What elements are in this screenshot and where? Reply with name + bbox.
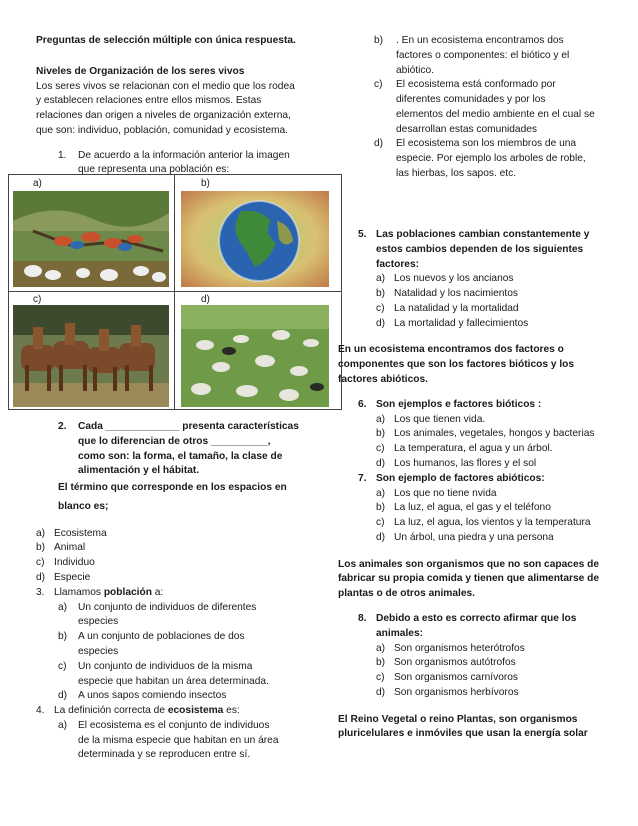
question-text: a: — [151, 586, 164, 598]
option-item[interactable] — [376, 287, 628, 302]
paragraph-line: componentes que son los factores bióticos y los — [338, 359, 575, 371]
question-text: Las poblaciones cambian constantemente y — [376, 229, 590, 240]
birds-illustration — [13, 191, 169, 287]
option-text: Natalidad y los nacimientos — [394, 288, 519, 300]
option-marker: d) — [376, 686, 386, 698]
question-2-options — [36, 527, 336, 586]
option-item[interactable] — [36, 571, 336, 586]
question-number: 1. — [58, 149, 67, 161]
question-number: 7. — [358, 472, 367, 484]
horses-photo[interactable] — [13, 305, 169, 407]
option-text: las hierbas, los sapos. etc. — [396, 168, 517, 180]
option-marker: a) — [376, 642, 386, 654]
option-text: Son organismos carnívoros — [394, 672, 519, 684]
option-marker: b) — [376, 288, 386, 300]
question-6-options — [376, 413, 628, 472]
option-item[interactable] — [376, 442, 628, 457]
question-4 — [36, 704, 336, 719]
option-marker: a) — [376, 413, 386, 425]
question-6 — [358, 398, 628, 413]
option-text: abiótico. — [396, 64, 434, 76]
option-marker: a) — [58, 601, 68, 613]
option-text: Los animales, vegetales, hongos y bacterias — [394, 428, 595, 440]
question-number: 2. — [58, 421, 67, 432]
question-number: 3. — [36, 586, 45, 598]
option-marker: b) — [36, 542, 46, 554]
option-item[interactable] — [374, 137, 624, 181]
option-text: La luz, el agua, el gas y el teléfono — [394, 502, 551, 514]
option-item[interactable] — [58, 689, 336, 704]
option-text: diferentes comunidades y por los — [396, 94, 546, 106]
option-text: factores o componentes: el biótico y el — [396, 49, 570, 61]
paragraph-line: pluricelulares e inmóviles que usan la energía solar — [338, 728, 588, 740]
option-text: La natalidad y la mortalidad — [394, 302, 519, 314]
option-item[interactable] — [36, 556, 336, 571]
question-text: es: — [223, 705, 240, 717]
paragraph-line: El Reino Vegetal o reino Plantas, son organismos — [338, 713, 578, 725]
question-text: Cada _____________ presenta características — [78, 421, 299, 432]
option-marker: b) — [58, 631, 68, 643]
option-item[interactable] — [36, 541, 336, 556]
info-paragraph — [338, 343, 628, 387]
option-text: Un conjunto de individuos de diferentes — [78, 601, 257, 613]
option-item[interactable] — [374, 78, 624, 137]
intro-line: que son: individuo, población, comunidad y ecosistema. — [36, 124, 289, 136]
option-item[interactable] — [376, 272, 628, 287]
option-marker: d) — [58, 690, 68, 702]
question-text: que lo diferencian de otros __________, — [78, 435, 271, 447]
option-marker: a) — [376, 487, 386, 499]
image-grid — [8, 174, 342, 410]
option-text: especie que habitan un área determinada. — [78, 675, 269, 687]
option-marker: b) — [376, 657, 386, 669]
question-number: 8. — [358, 612, 367, 624]
option-marker: c) — [58, 660, 67, 672]
option-text: determinada y se reproducen entre sí. — [78, 749, 251, 761]
option-text: Son organismos herbívoros — [394, 686, 519, 698]
option-text: . En un ecosistema encontramos dos — [396, 35, 564, 46]
option-item[interactable] — [376, 302, 628, 317]
question-3 — [36, 586, 336, 601]
option-marker: c) — [376, 672, 385, 684]
option-item[interactable] — [376, 671, 628, 686]
question-7 — [358, 472, 628, 487]
option-text: A un conjunto de poblaciones de dos — [78, 631, 245, 643]
option-marker: d) — [376, 317, 386, 329]
horses-illustration — [13, 305, 169, 407]
option-text: Los que tienen vida. — [394, 413, 486, 425]
option-marker: a) — [58, 719, 68, 731]
option-text: especies — [78, 616, 119, 628]
option-item[interactable] — [376, 642, 628, 657]
paragraph-line: plantas o de otros animales. — [338, 588, 476, 600]
paragraph-line: Los animales son organismos que no son capaces de — [338, 558, 599, 570]
paragraph-line: En un ecosistema encontramos dos factores o — [338, 344, 564, 356]
option-marker: c) — [374, 79, 383, 91]
question-5-options — [376, 272, 628, 331]
question-text: Son ejemplos e factores bióticos : — [376, 398, 542, 410]
option-item[interactable] — [376, 317, 628, 332]
question-keyword: población — [103, 586, 152, 598]
option-item[interactable] — [58, 601, 336, 631]
option-text: Individuo — [54, 557, 95, 569]
prompt-text: blanco es; — [58, 500, 109, 512]
option-item[interactable] — [376, 656, 628, 671]
question-text: Son ejemplo de factores abióticos: — [376, 472, 545, 484]
option-item[interactable] — [376, 516, 628, 531]
option-text: especies — [78, 645, 119, 657]
option-item[interactable] — [58, 719, 336, 763]
prompt-text: El término que corresponde en los espacios en — [58, 482, 287, 494]
intro-line: Los seres vivos se relacionan con el medio que los rodea — [36, 80, 295, 92]
option-text: Un conjunto de individuos de la misma — [78, 660, 253, 672]
right-column-lower — [338, 228, 628, 742]
option-text: Los humanos, las flores y el sol — [394, 457, 537, 469]
option-item[interactable] — [376, 487, 628, 502]
option-marker: b) — [374, 35, 384, 46]
question-number: 5. — [358, 229, 367, 240]
option-marker: c) — [376, 443, 385, 455]
question-7-options — [376, 487, 628, 546]
option-marker: a) — [376, 273, 386, 285]
sheep-illustration — [181, 305, 329, 407]
option-marker: d) — [376, 531, 386, 543]
question-text: estos cambios dependen de los siguientes — [376, 243, 584, 255]
question-text: como son: la forma, el tamaño, la clase de — [78, 450, 283, 462]
option-item[interactable] — [376, 427, 628, 442]
option-d-label: d) — [201, 294, 210, 305]
option-item[interactable] — [376, 501, 628, 516]
paragraph-line: factores abióticos. — [338, 374, 429, 386]
option-text: La temperatura, el agua y un árbol. — [394, 443, 553, 455]
worksheet-title: Preguntas de selección múltiple con única respuesta. — [36, 35, 296, 46]
question-text: De acuerdo a la información anterior la imagen — [78, 149, 290, 161]
option-text: La luz, el agua, los vientos y la temperatura — [394, 517, 591, 529]
question-5 — [358, 228, 628, 272]
option-text: El ecosistema son los miembros de una — [396, 138, 577, 150]
earth-photo[interactable] — [181, 191, 329, 287]
option-marker: b) — [376, 428, 386, 440]
earth-illustration — [181, 191, 329, 287]
option-text: La mortalidad y fallecimientos — [394, 317, 529, 329]
option-marker: d) — [376, 457, 386, 469]
option-text: Son organismos autótrofos — [394, 657, 516, 669]
option-text: Son organismos heterótrofos — [394, 642, 525, 654]
option-item[interactable] — [376, 686, 628, 701]
option-text: Los que no tiene nvida — [394, 487, 497, 499]
question-text: alimentación y el hábitat. — [78, 465, 200, 477]
option-item[interactable] — [58, 630, 336, 660]
question-3-options — [58, 601, 336, 704]
question-text: Llamamos — [54, 586, 104, 598]
question-number: 6. — [358, 398, 367, 410]
question-8 — [358, 612, 628, 642]
option-text: desarrollan estas comunidades — [396, 123, 538, 135]
question-8-options — [376, 642, 628, 701]
left-column-lower — [36, 420, 336, 763]
option-item[interactable] — [58, 660, 336, 690]
sheep-photo[interactable] — [181, 305, 329, 407]
option-c-label: c) — [33, 294, 42, 305]
option-item[interactable] — [36, 527, 336, 542]
left-column — [36, 34, 326, 178]
option-text: Los nuevos y los ancianos — [394, 273, 514, 285]
option-marker: c) — [36, 557, 45, 569]
question-2 — [58, 420, 336, 479]
option-item[interactable] — [376, 413, 628, 428]
paragraph-line: fabricar su propia comida y tienen que alimentarse de — [338, 573, 599, 585]
option-marker: c) — [376, 517, 385, 529]
option-marker: c) — [376, 302, 385, 314]
option-text: A unos sapos comiendo insectos — [78, 690, 227, 702]
option-text: de la misma especie que habitan en un área — [78, 734, 279, 746]
option-item[interactable] — [374, 34, 624, 78]
option-marker: d) — [36, 572, 46, 584]
option-marker: d) — [374, 138, 384, 150]
option-text: Un árbol, una piedra y una persona — [394, 531, 554, 543]
birds-photo[interactable] — [13, 191, 169, 287]
info-paragraph — [338, 558, 628, 602]
question-text: La definición correcta de — [54, 705, 168, 717]
question-text: animales: — [376, 627, 423, 639]
option-b-label: b) — [201, 178, 210, 189]
section-title: Niveles de Organización de los seres vivos — [36, 65, 245, 77]
option-text: Ecosistema — [54, 527, 107, 539]
info-paragraph — [338, 713, 628, 743]
question-keyword: ecosistema — [167, 705, 224, 717]
right-column — [374, 34, 624, 182]
option-item[interactable] — [376, 457, 628, 472]
option-text: El ecosistema es el conjunto de individuos — [78, 719, 270, 731]
option-text: especie. Por ejemplo los arboles de roble, — [396, 153, 586, 165]
question-text: Debido a esto es correcto afirmar que los — [376, 612, 577, 624]
option-marker: a) — [36, 527, 46, 539]
option-text: El ecosistema está conformado por — [396, 79, 556, 91]
option-item[interactable] — [376, 531, 628, 546]
option-text: Animal — [54, 542, 86, 554]
option-a-label: a) — [33, 178, 42, 189]
option-text: elementos del medio ambiente en el cual se — [396, 108, 595, 120]
question-number: 4. — [36, 705, 45, 717]
intro-line: y establecen relaciones entre ellos mismos. Estas — [36, 95, 262, 107]
question-text: factores: — [376, 258, 420, 270]
question-text: que representa una población es: — [78, 164, 230, 176]
option-text: Especie — [54, 572, 91, 584]
option-marker: b) — [376, 502, 386, 514]
intro-line: relaciones dan origen a niveles de organización externa, — [36, 110, 291, 122]
question-4-options — [58, 719, 336, 763]
